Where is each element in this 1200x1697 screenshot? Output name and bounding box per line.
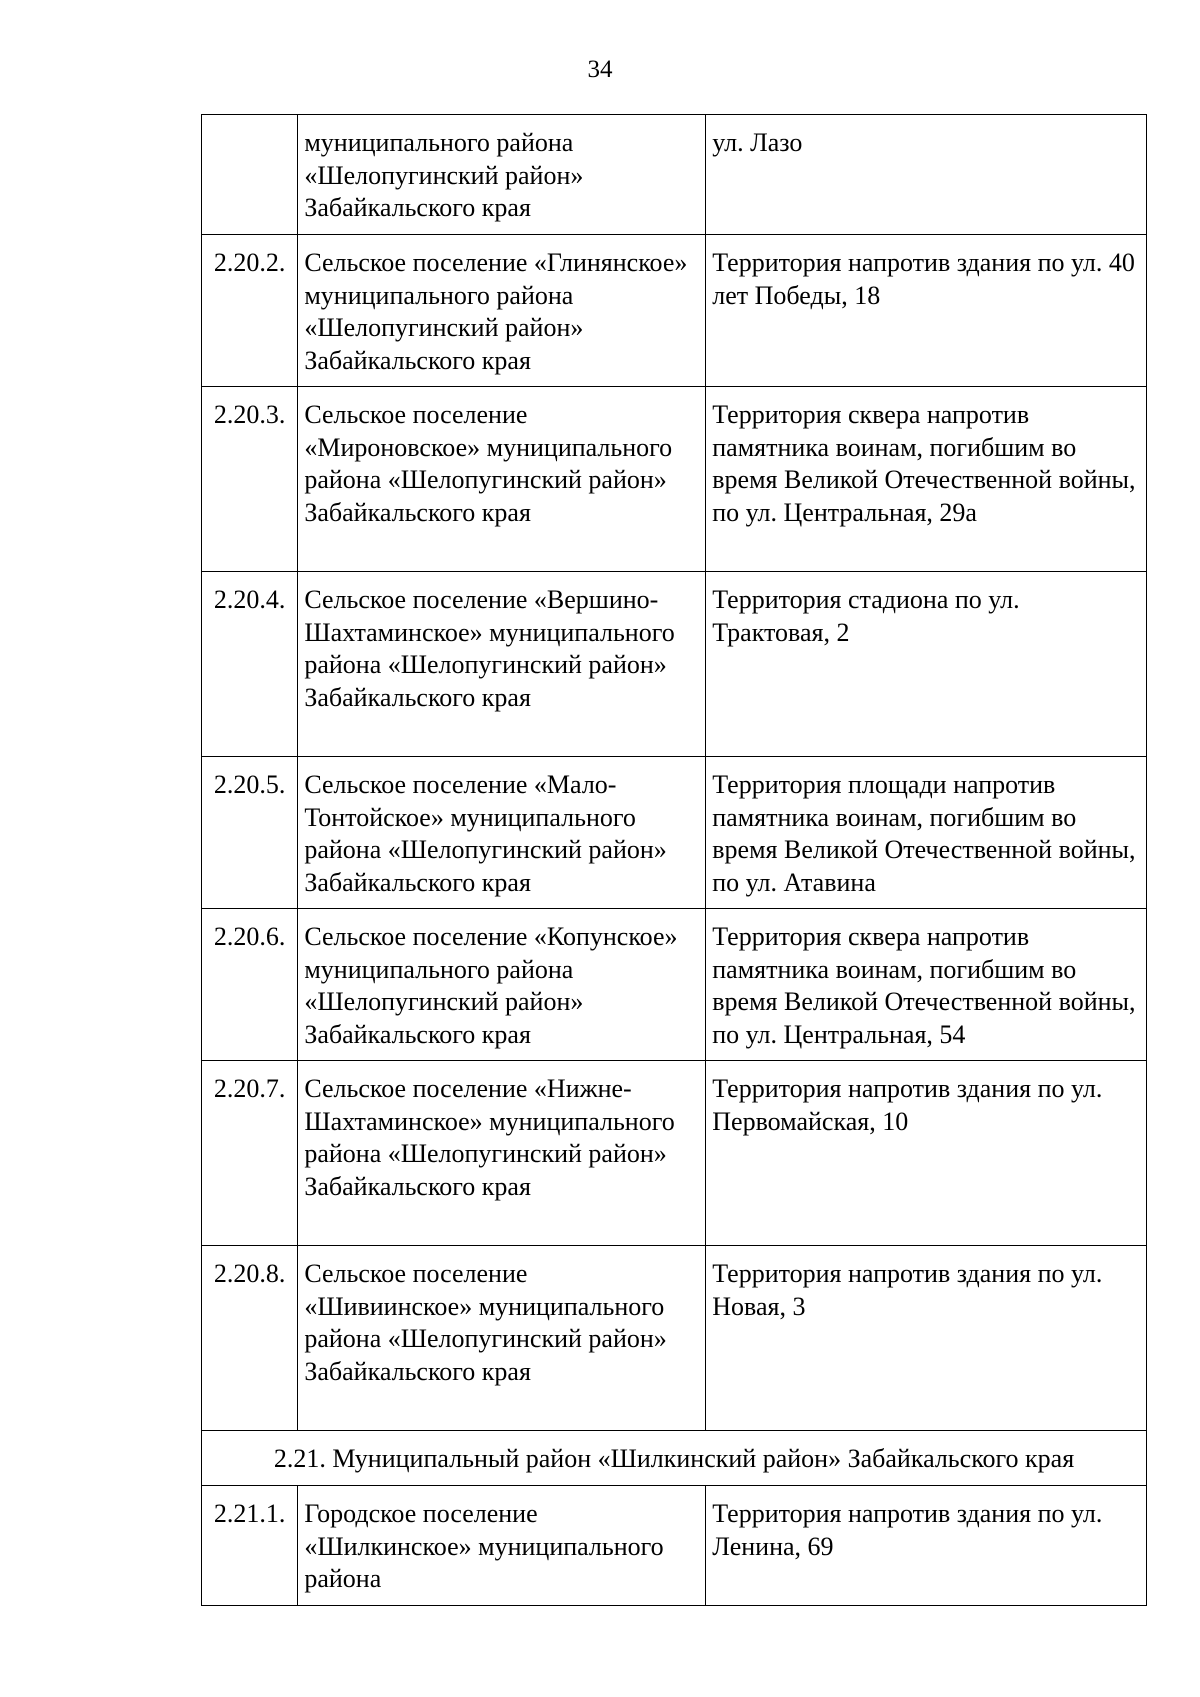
- settlement-name: Сельское поселение «Вершино-Шахтаминское» муниципального района «Шелопугинский район» Забайкальского края: [298, 572, 706, 757]
- table-row: [202, 1061, 1147, 1246]
- territory-location: Территория стадиона по ул. Трактовая, 2: [706, 572, 1147, 757]
- row-number: 2.20.7.: [202, 1061, 298, 1246]
- settlement-name: муниципального района «Шелопугинский район» Забайкальского края: [298, 115, 706, 235]
- territory-location: ул. Лазо: [706, 115, 1147, 235]
- table-row: [202, 115, 1147, 235]
- row-number: 2.21.1.: [202, 1486, 298, 1606]
- table-row: [202, 387, 1147, 572]
- territory-location: Территория напротив здания по ул. 40 лет Победы, 18: [706, 235, 1147, 387]
- row-number: 2.20.2.: [202, 235, 298, 387]
- row-number: 2.20.8.: [202, 1246, 298, 1431]
- row-number: 2.20.6.: [202, 909, 298, 1061]
- section-heading: 2.21. Муниципальный район «Шилкинский район» Забайкальского края: [202, 1431, 1147, 1486]
- table-row: [202, 235, 1147, 387]
- table-row: [202, 1486, 1147, 1606]
- table-row: [202, 757, 1147, 909]
- territory-location: Территория площади напротив памятника воинам, погибшим во время Великой Отечественной войны, по ул. Атавина: [706, 757, 1147, 909]
- row-number: 2.20.3.: [202, 387, 298, 572]
- settlement-name: Городское поселение «Шилкинское» муниципального района: [298, 1486, 706, 1606]
- row-number: [202, 115, 298, 235]
- row-number: 2.20.5.: [202, 757, 298, 909]
- section-header-row: [202, 1431, 1147, 1486]
- table-row: [202, 572, 1147, 757]
- settlement-name: Сельское поселение «Шивиинское» муниципального района «Шелопугинский район» Забайкальского края: [298, 1246, 706, 1431]
- settlement-name: Сельское поселение «Глинянское» муниципального района «Шелопугинский район» Забайкальского края: [298, 235, 706, 387]
- territory-location: Территория сквера напротив памятника воинам, погибшим во время Великой Отечественной войны, по ул. Центральная, 29а: [706, 387, 1147, 572]
- row-number: 2.20.4.: [202, 572, 298, 757]
- settlement-name: Сельское поселение «Мироновское» муниципального района «Шелопугинский район» Забайкальского края: [298, 387, 706, 572]
- page-number: 34: [587, 56, 613, 83]
- table-row: [202, 909, 1147, 1061]
- settlement-name: Сельское поселение «Мало-Тонтойское» муниципального района «Шелопугинский район» Забайкальского края: [298, 757, 706, 909]
- territory-location: Территория сквера напротив памятника воинам, погибшим во время Великой Отечественной войны, по ул. Центральная, 54: [706, 909, 1147, 1061]
- table-row: [202, 1246, 1147, 1431]
- territory-location: Территория напротив здания по ул. Первомайская, 10: [706, 1061, 1147, 1246]
- territories-table: [201, 114, 1147, 1606]
- settlement-name: Сельское поселение «Нижне-Шахтаминское» муниципального района «Шелопугинский район» Забайкальского края: [298, 1061, 706, 1246]
- territory-location: Территория напротив здания по ул. Новая, 3: [706, 1246, 1147, 1431]
- territory-location: Территория напротив здания по ул. Ленина, 69: [706, 1486, 1147, 1606]
- settlement-name: Сельское поселение «Копунское» муниципального района «Шелопугинский район» Забайкальского края: [298, 909, 706, 1061]
